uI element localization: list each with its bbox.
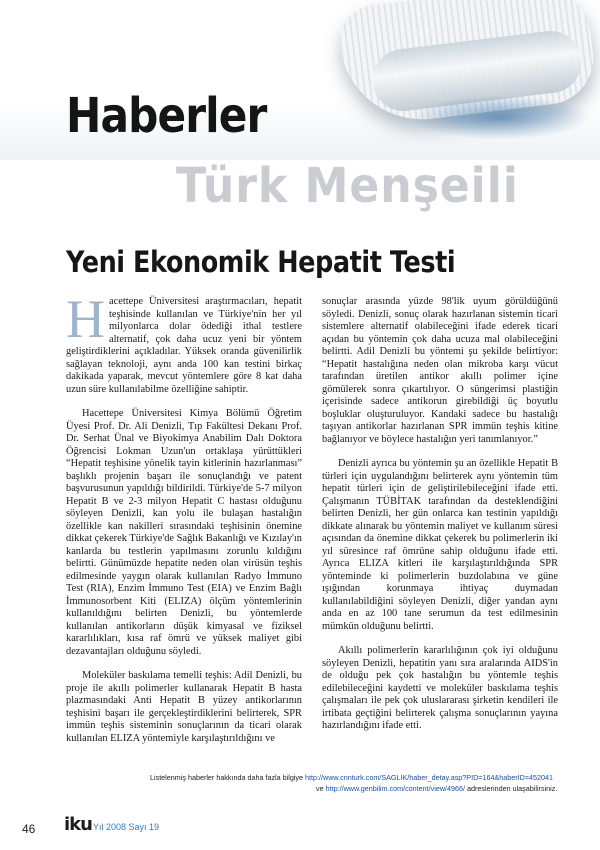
page-number: 46 <box>22 822 36 836</box>
note-text: adreslerinden ulaşabilirsiniz. <box>467 784 558 793</box>
article-paragraph: Moleküler baskılama temelli teşhis: Adil Denizli, bu proje ile akıllı polimerler kullanarak Hepatit B hasta plazmasındaki Anti Hepatit B yüzey antikorlarının teşhisini başarı ile gerçekleştirdiklerini belirterek, SPR immün teşhis sisteminin sonuçlarının da ticari olarak kullanılan ELIZA yöntemiyle karşılaştırıldığını ve <box>66 670 302 744</box>
source-link-genbilim[interactable]: http://www.genbilim.com/content/view/4966/ <box>325 784 466 793</box>
banner-shadow <box>410 95 590 140</box>
article-paragraph: Denizli ayrıca bu yöntemin şu an özellikle Hepatit B türleri için uygulandığını belirterek aynı yöntemin tüm hepatit türleri için de geliştirilebileceğini ifade etti. Çalışmanın TÜBİTAK tarafından da desteklendiğini belirten Denizli, her gün onlarca kan testinin yapıldığı dikkate alınarak bu yöntemin maliyet ve kullanım süresi açısından da önemine dikkat çekerek bu polimerlerin iki yıl süresince raf ömrüne sahip olduğunu ifade etti. Ayrıca ELIZA kitleri ile karşılaştırıldığında SPR yönteminde ki polimerlerin buzdolabına ve güne ışığından korunmaya ihtiyaç duymadan kullanılabildiğini söyleyen Denizli, diğer yandan aynı anda en az 100 tane serumun da test edilmesinin mümkün olduğunu belirtti. <box>322 458 558 632</box>
category-title: Türk Menşeili <box>176 158 519 214</box>
article-headline: Yeni Ekonomik Hepatit Testi <box>66 245 456 279</box>
source-note <box>150 772 570 794</box>
note-text: ve <box>316 784 324 793</box>
note-text: Listelenmiş haberler hakkında daha fazla bilgiye <box>150 773 304 782</box>
article-paragraph: sonuçlar arasında yüzde 98'lik uyum görüldüğünü söyledi. Denizli, sonuç olarak hazırlanan sistemin ticari sistemlere alternatif olabileceğini ifade ederek ticari açıdan bu yöntemin çok daha ucuza mal olabileceğini belirtti. Adil Denizli bu yöntemi şu şekilde belirtiyor: “Hepatit hastalığına neden olan mikroba karşı vücut tarafından üretilen antikor akıllı polimer içine gömülerek sonra çıkartılıyor. O süngerimsi plastiğin içerisinde sadece antikorun girebildiği üç boyutlu boşluklar oluşturuluyor. Kandaki sadece bu hastalığı taşıyan antikorlar hazırlanan SPR immün teşhis kitine bağlanıyor ve böylece hastalığın yeri tanımlanıyor.” <box>322 296 558 445</box>
iku-logo: iku <box>64 814 92 835</box>
source-link-cnnturk[interactable]: http://www.cnnturk.com/SAGLIK/haber_detay.asp?PID=164&haberID=452041 <box>305 773 554 782</box>
drop-cap: H <box>66 289 105 349</box>
article-paragraph: Akıllı polimerlerin kararlılığının çok iyi olduğunu söyleyen Denizli, hepatitin yanı sıra aralarında AIDS'in de olduğu pek çok hastalığın bu yöntemle teşhis edilebileceğini kaydetti ve moleküler baskılama teşhis çalışmaları ile pek çok uluslararası şirketin kendileri ile irtibata geçtiğini belirterek çalışma sonuçlarının yayına hazırlandığını ifade etti. <box>322 645 558 731</box>
article-column-left <box>66 289 302 757</box>
article-paragraph: Hacettepe Üniversitesi araştırmacıları, hepatit teşhisinde kullanılan ve Türkiye'nin her yıl milyonlarca dolar ödediği ithal testlere alternatif, çok daha ucuz yeni bir yöntem geliştirdiklerini açıkladılar. Yüksek oranda güvenilirlik sağlayan teknoloji, aynı anda 100 kan testini birkaç dakikada yaparak, mevcut yöntemlere göre 8 kat daha uzun süre kullanılabilme özelliğine sahiptir. <box>66 289 302 395</box>
issue-label: Yıl 2008 Sayı 19 <box>93 822 160 832</box>
article-column-right <box>322 296 558 745</box>
article-paragraph: Hacettepe Üniversitesi Kimya Bölümü Öğretim Üyesi Prof. Dr. Ali Denizli, Tıp Fakültesi Dekanı Prof. Dr. Serhat Ünal ve Biyokimya Anabilim Dalı Doktora Öğrencisi Lokman Uzun'un ortaklaşa yürüttükleri “Hepatit teşhisine yönelik tayin kitlerinin hazırlanması” başlıklı projenin başarı ile sonuçlandığı ve patent başvurusunun yapıldığı bildirildi. Türkiye'de 5-7 milyon Hepatit B ve 2-3 milyon Hepatit C hastası olduğunu söyleyen Denizli, kan yolu ile bulaşan hastalığın özellikle kan nakilleri sırasındaki teşhisinin önemine dikkat çekerek Türkiye'de Sağlık Bakanlığı ve Kızılay'ın kanlarda bu testlerin yapılmasını zorunlu kıldığını belirtti. Günümüzde hepatite neden olan virüsün teşhis edilmesinde yaygın olarak kullanılan Radyo İmmuno Test (RIA), Enzim İmmuno Test (EIA) ve Enzim Bağlı İmmunosorbent Kiti (ELIZA) ölçüm yöntemlerinin kullanıldığını belirten Denizli, bu yöntemlerde kullanılan antikorların düşük kimyasal ve fiziksel kararlılıkları, kısa raf ömrü ve yüksek maliyet gibi dezavantajları olduğunu söyledi. <box>66 408 302 657</box>
section-title: Haberler <box>66 88 267 144</box>
